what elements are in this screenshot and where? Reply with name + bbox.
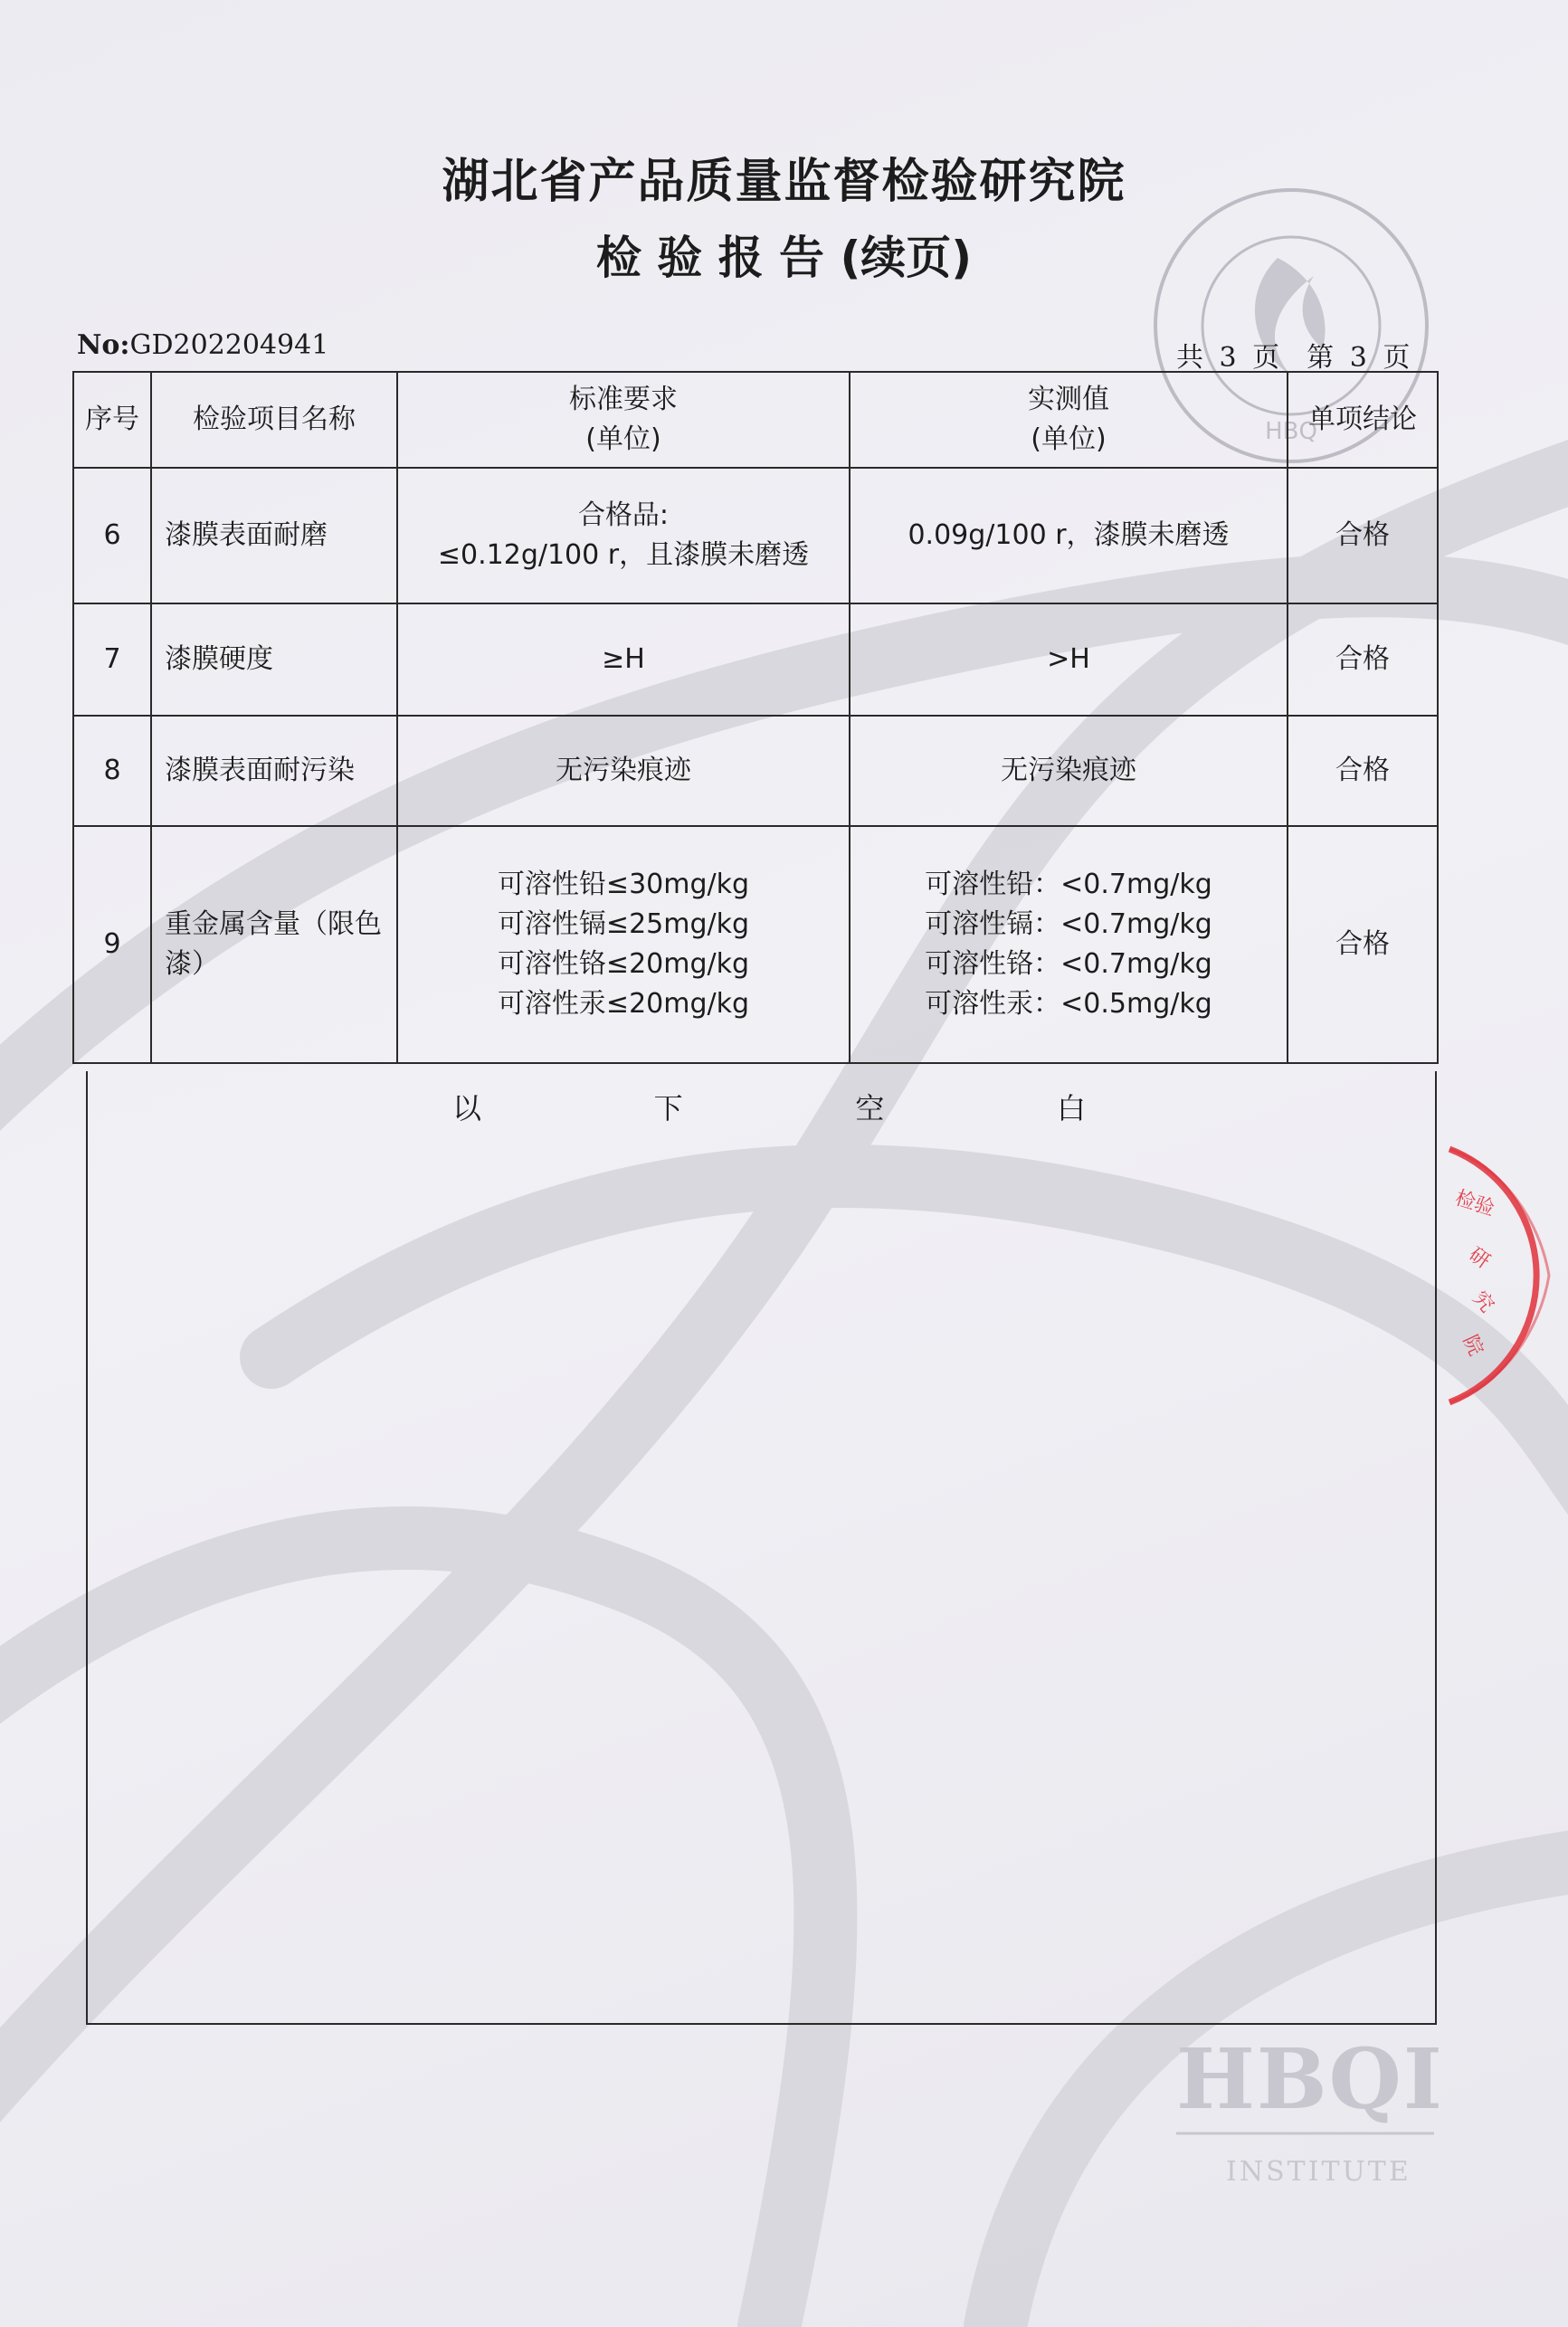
table-row [73, 826, 1438, 1063]
table-row [73, 716, 1438, 826]
cell-item: 漆膜表面耐污染 [151, 716, 397, 826]
blank-marker [452, 1086, 1086, 1127]
inspection-table [72, 371, 1439, 1064]
col-header-requirement: 标准要求 (单位) [397, 372, 850, 468]
hbqi-logo [1176, 2027, 1448, 2208]
svg-text:HBQ: HBQ [1265, 418, 1317, 445]
blank-char: 下 [653, 1091, 683, 1126]
svg-text:研: 研 [1464, 1243, 1494, 1274]
cell-measured: >H [850, 603, 1288, 716]
cell-item: 重金属含量（限色漆） [151, 826, 397, 1063]
cell-item: 漆膜表面耐磨 [151, 468, 397, 603]
cell-result: 合格 [1288, 603, 1438, 716]
svg-text:检验: 检验 [1452, 1186, 1497, 1221]
table-row [73, 468, 1438, 603]
cell-requirement: 可溶性铅≤30mg/kg 可溶性镉≤25mg/kg 可溶性铬≤20mg/kg 可溶性汞≤20mg/kg [397, 826, 850, 1063]
report-number-label: No: [77, 329, 130, 361]
cell-item: 漆膜硬度 [151, 603, 397, 716]
report-number [77, 329, 328, 361]
blank-char: 白 [1056, 1091, 1086, 1126]
col-header-no: 序号 [73, 372, 151, 468]
report-title: 检 验 报 告 (续页) [595, 232, 973, 284]
blank-area [86, 1071, 1437, 2025]
cell-no: 6 [73, 468, 151, 603]
cell-result: 合格 [1288, 826, 1438, 1063]
cell-requirement: 合格品: ≤0.12g/100 r，且漆膜未磨透 [397, 468, 850, 603]
cell-no: 7 [73, 603, 151, 716]
official-stamp [1431, 1140, 1558, 1411]
table-header-row [73, 372, 1438, 468]
cell-measured: 0.09g/100 r，漆膜未磨透 [850, 468, 1288, 603]
report-number-value: GD202204941 [129, 329, 329, 361]
institute-name: 湖北省产品质量监督检验研究院 [442, 155, 1126, 209]
page-info: 共 3 页 第 3 页 [1176, 342, 1411, 374]
table-row [73, 603, 1438, 716]
cell-result: 合格 [1288, 716, 1438, 826]
col-header-measured: 实测值 (单位) [850, 372, 1288, 468]
col-header-result: 单项结论 [1288, 372, 1438, 468]
cell-no: 9 [73, 826, 151, 1063]
svg-text:院: 院 [1458, 1331, 1487, 1360]
cell-requirement: 无污染痕迹 [397, 716, 850, 826]
blank-char: 空 [855, 1091, 885, 1126]
blank-char: 以 [452, 1091, 482, 1126]
col-header-item: 检验项目名称 [151, 372, 397, 468]
svg-text:INSTITUTE: INSTITUTE [1226, 2156, 1411, 2188]
cell-measured: 可溶性铅：<0.7mg/kg 可溶性镉：<0.7mg/kg 可溶性铬：<0.7mg/kg 可溶性汞：<0.5mg/kg [850, 826, 1288, 1063]
svg-text:究: 究 [1468, 1287, 1498, 1317]
cell-result: 合格 [1288, 468, 1438, 603]
cell-measured: 无污染痕迹 [850, 716, 1288, 826]
svg-text:HBQI: HBQI [1176, 2030, 1444, 2128]
cell-requirement: ≥H [397, 603, 850, 716]
cell-no: 8 [73, 716, 151, 826]
